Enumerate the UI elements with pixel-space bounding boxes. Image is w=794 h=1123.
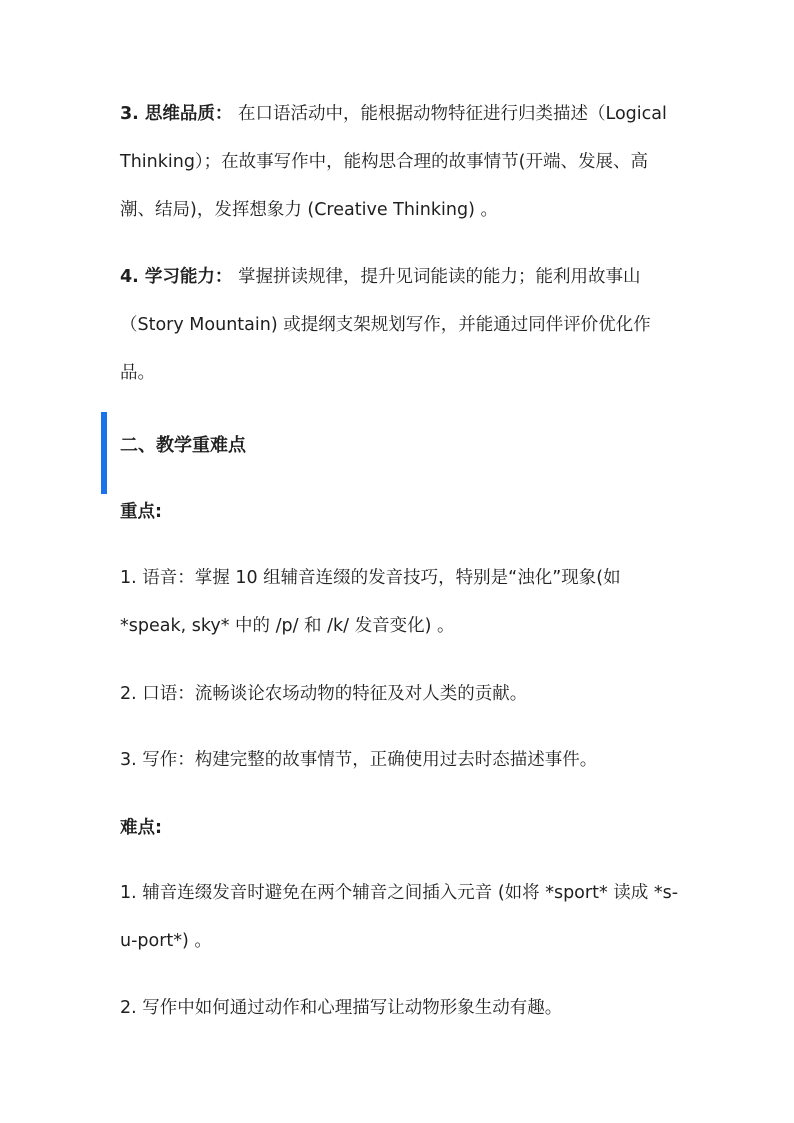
objective-thinking-quality (120, 90, 680, 234)
difficult-point-item: 1. 辅音连缀发音时避免在两个辅音之间插入元音 (如将 *sport* 读成 *s-u-port*) 。 (120, 883, 679, 951)
section-heading: 二、教学重难点 (120, 435, 246, 456)
objective-text: 在口语活动中，能根据动物特征进行归类描述（Logical Thinking）；在故事写作中，能构思合理的故事情节(开端、发展、高潮、结局)，发挥想象力 (Creative Thinking) 。 (120, 104, 667, 220)
difficult-points-title: 难点: (120, 818, 162, 838)
objective-label: 4. 学习能力： (120, 267, 233, 287)
objective-text: 掌握拼读规律，提升见词能读的能力；能利用故事山（Story Mountain) 或提纲支架规划写作，并能通过同伴评价优化作品。 (120, 267, 651, 383)
objective-label: 3. 思维品质： (120, 104, 233, 124)
objective-learning-ability (120, 253, 680, 397)
key-point-item: 1. 语音：掌握 10 组辅音连缀的发音技巧，特别是“浊化”现象(如 *speak, sky* 中的 /p/ 和 /k/ 发音变化) 。 (120, 568, 621, 636)
key-point-item: 3. 写作：构建完整的故事情节，正确使用过去时态描述事件。 (120, 750, 598, 770)
difficult-point-item: 2. 写作中如何通过动作和心理描写让动物形象生动有趣。 (120, 998, 563, 1018)
section-accent-bar (101, 412, 107, 494)
key-point-item: 2. 口语：流畅谈论农场动物的特征及对人类的贡献。 (120, 684, 528, 704)
key-points-title: 重点: (120, 502, 162, 522)
